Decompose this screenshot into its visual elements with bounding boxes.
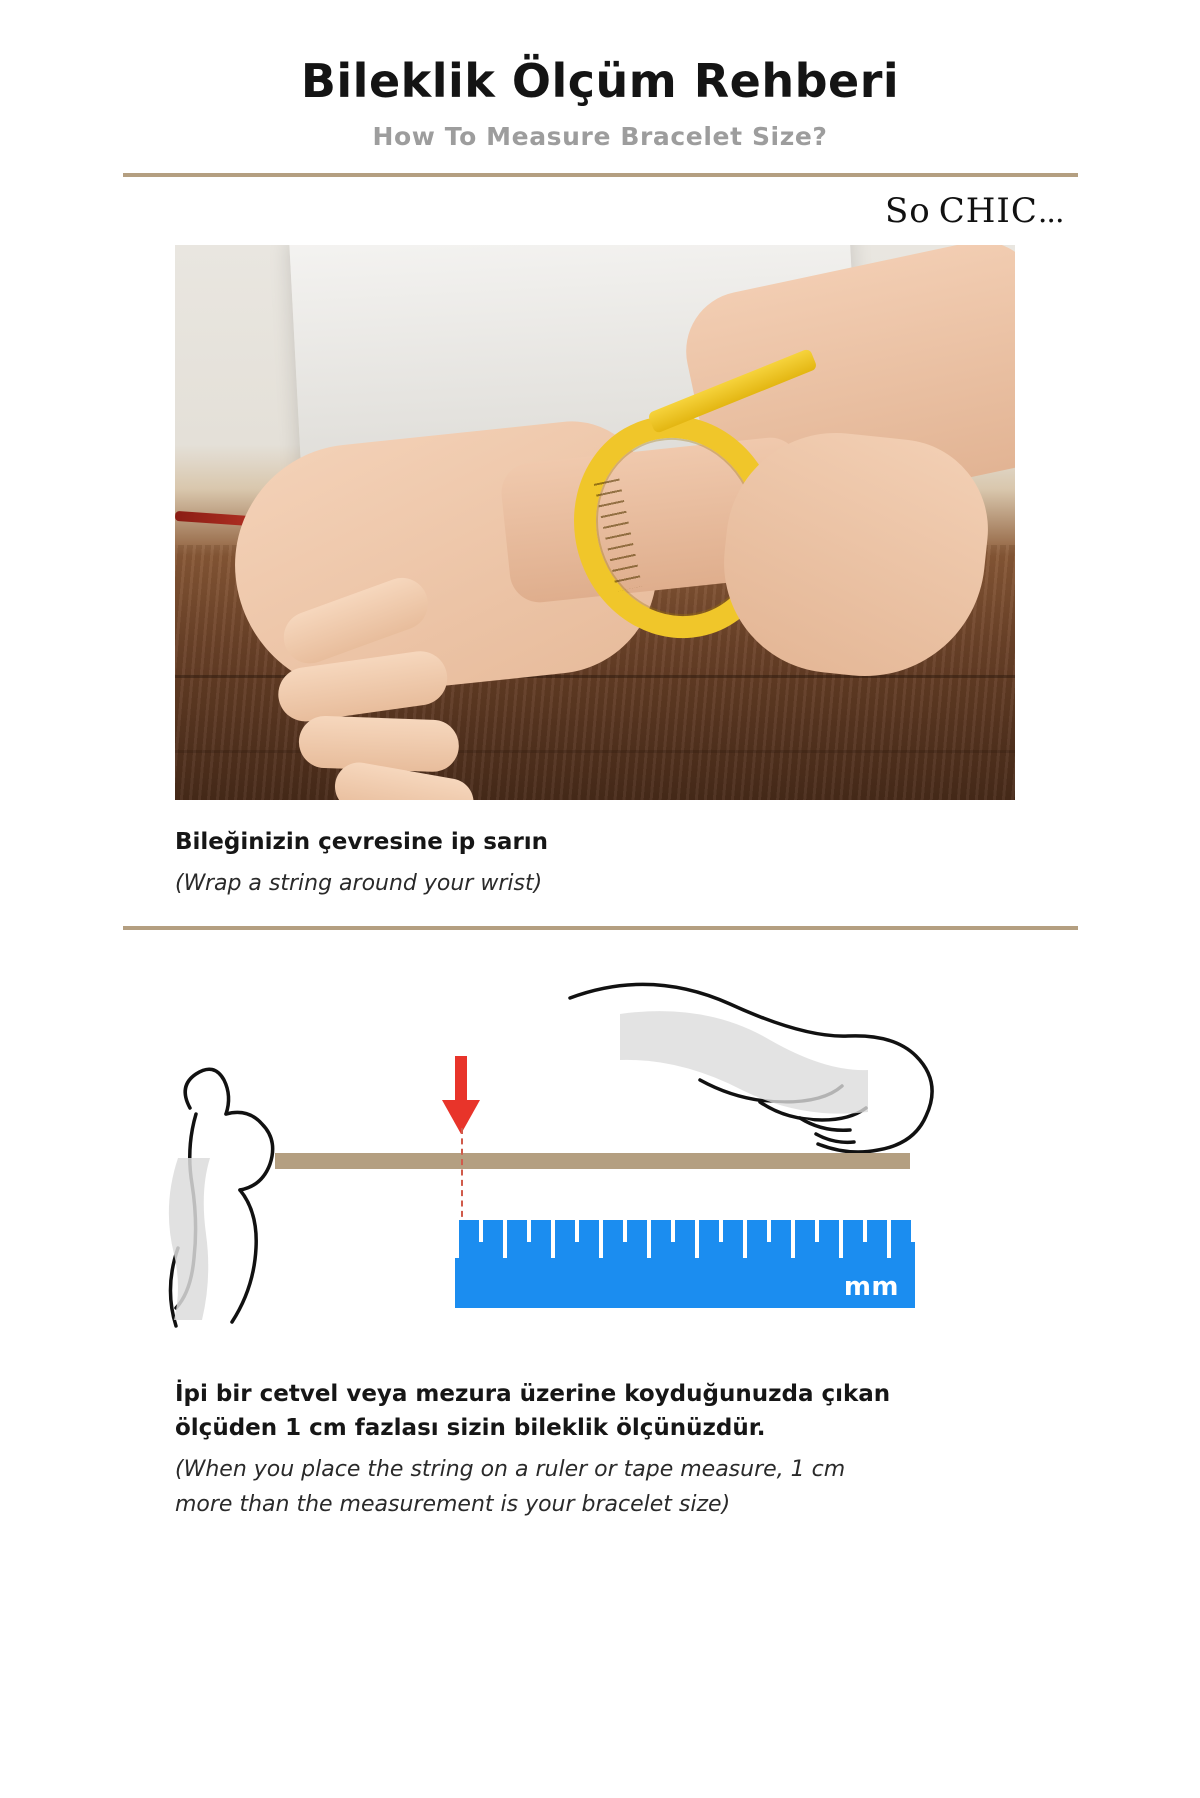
wrist-measuring-photo xyxy=(175,245,1015,800)
ruler-graphic xyxy=(455,1220,915,1308)
step-one-caption xyxy=(175,800,1015,900)
step-one-caption-en: (Wrap a string around your wrist) xyxy=(175,871,543,897)
step-two-caption xyxy=(175,1348,1015,1521)
header xyxy=(0,0,1200,151)
brand-dots: ... xyxy=(1037,194,1064,230)
divider-middle xyxy=(123,926,1078,930)
brand-word-two: CHIC xyxy=(938,190,1038,231)
page-subtitle: How To Measure Bracelet Size? xyxy=(372,121,828,151)
string-bar xyxy=(275,1153,910,1169)
step-two-caption-tr-line2: ölçüden 1 cm fazlası sizin bileklik ölçünüzdür. xyxy=(175,1414,766,1441)
brand-logo xyxy=(885,191,1064,231)
ruler-illustration xyxy=(100,948,1100,1348)
step-one-caption-tr: Bileğinizin çevresine ip sarın xyxy=(175,828,549,855)
finger-shape xyxy=(298,715,460,773)
step-two-caption-en-line2: more than the measurement is your bracelet size) xyxy=(175,1491,731,1517)
red-arrow-icon xyxy=(442,1056,480,1134)
page-title: Bileklik Ölçüm Rehberi xyxy=(300,54,900,108)
step-two-caption-en-line1: (When you place the string on a ruler or tape measure, 1 cm xyxy=(175,1456,846,1482)
ruler-minor-ticks xyxy=(455,1220,915,1242)
step-two-caption-tr-line1: İpi bir cetvel veya mezura üzerine koyduğunuzda çıkan xyxy=(175,1381,891,1408)
ruler-unit-label: mm xyxy=(843,1272,899,1303)
brand-word-one: So xyxy=(885,190,931,231)
brand-row xyxy=(123,177,1078,239)
